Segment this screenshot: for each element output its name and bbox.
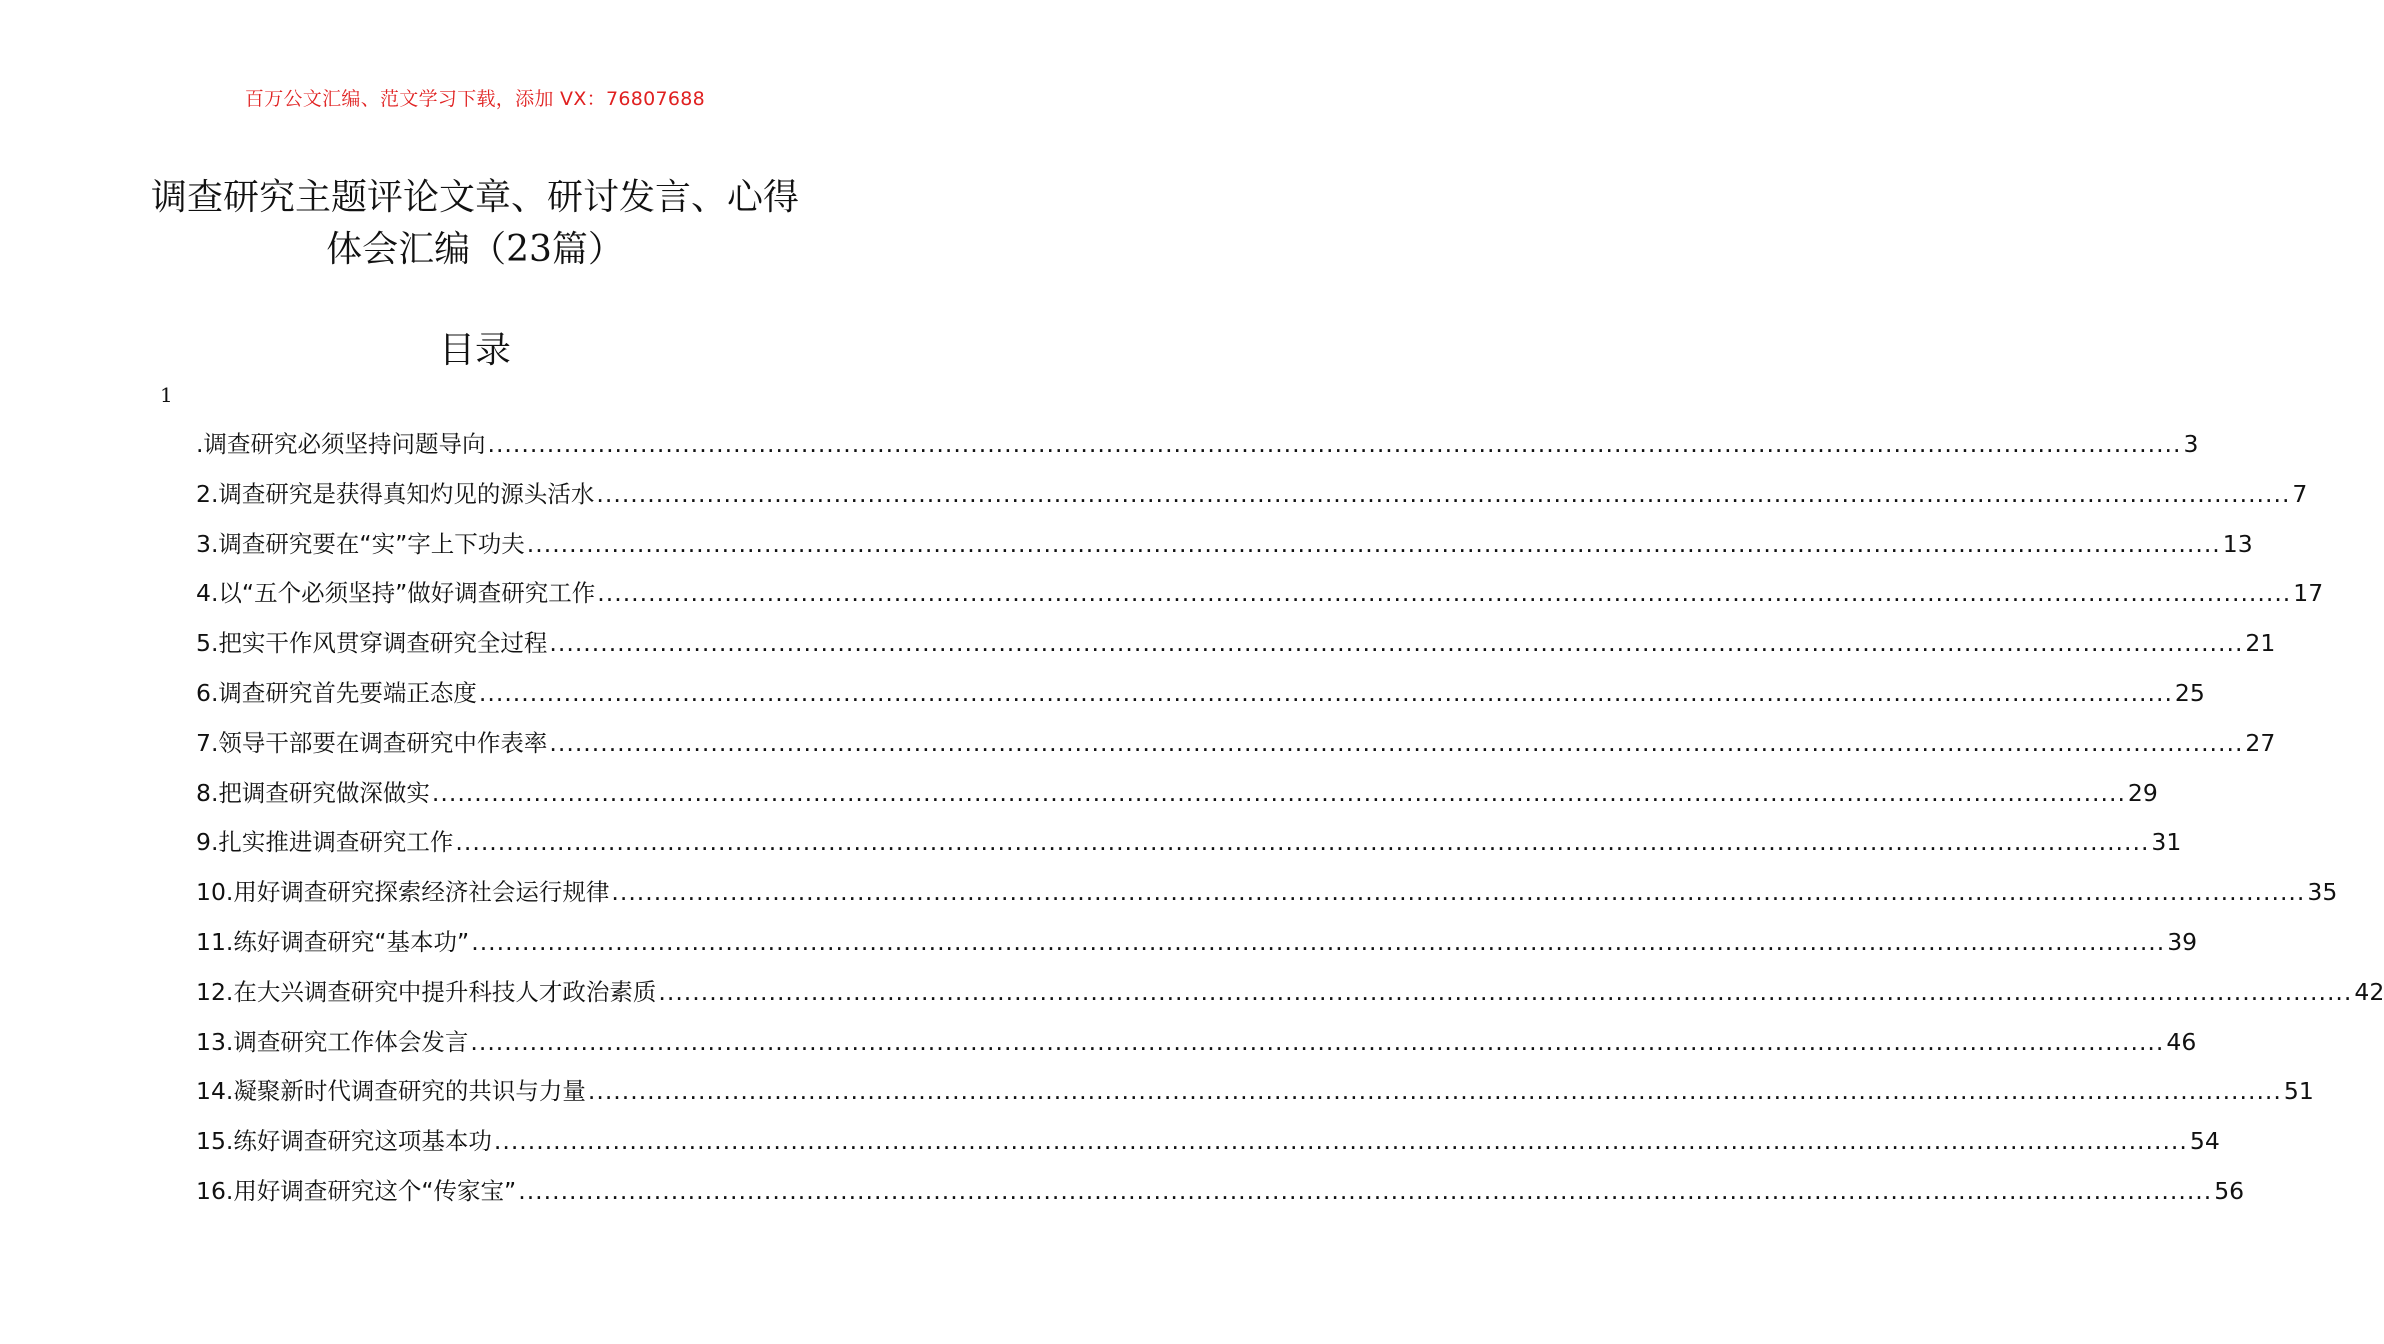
toc-entry-page: 7	[2292, 479, 2308, 508]
document-title-line1: 调查研究主题评论文章、研讨发言、心得	[150, 177, 799, 218]
toc-entry-page: 29	[2127, 778, 2158, 807]
toc-entry-page: 3	[2183, 430, 2199, 458]
toc-entry-leader: ........................................................................................................................................................................................................	[596, 479, 2291, 508]
toc-entry-title: 6.调查研究首先要端正态度	[196, 678, 477, 707]
toc-entry-leader: ........................................................................................................................................................................................................	[549, 728, 2244, 757]
toc-entry-leader: ........................................................................................................................................................................................................	[493, 1127, 2188, 1156]
toc-entry-page: 35	[2307, 878, 2338, 907]
toc-entry[interactable]	[196, 1067, 2314, 1117]
toc-entry-title: 11.练好调查研究“基本功”	[196, 927, 470, 956]
toc-entry-title: 10.用好调查研究探索经济社会运行规律	[196, 878, 610, 907]
toc-entry[interactable]	[196, 619, 2276, 669]
toc-entry-leader: ........................................................................................................................................................................................................	[587, 1077, 2282, 1106]
toc-entry[interactable]	[196, 818, 2182, 868]
toc-entry-leader: ........................................................................................................................................................................................................	[597, 579, 2292, 608]
toc-entry-title: 4.以“五个必须坚持”做好调查研究工作	[196, 579, 596, 608]
toc-entry-leader: ........................................................................................................................................................................................................	[549, 629, 2244, 658]
toc-entry[interactable]	[196, 968, 2384, 1018]
toc-entry-page: 54	[2189, 1127, 2220, 1156]
document-title-count: 23	[506, 229, 552, 270]
header-note: 百万公文汇编、范文学习下载，添加 VX：76807688	[244, 88, 706, 110]
toc-entry[interactable]	[196, 470, 2308, 520]
toc-entry-title: 5.把实干作风贯穿调查研究全过程	[196, 629, 548, 658]
toc-entry[interactable]	[196, 1018, 2197, 1068]
toc-entry[interactable]	[196, 669, 2205, 719]
toc-entry[interactable]	[196, 918, 2198, 968]
toc-entry-page: 46	[2166, 1027, 2197, 1056]
toc-entry-title: 3.调查研究要在“实”字上下功夫	[196, 529, 525, 558]
toc-entry[interactable]	[196, 1117, 2220, 1167]
toc-prefix-number: 1	[160, 383, 173, 407]
toc-entry[interactable]	[196, 769, 2158, 819]
toc-entry-page: 13	[2222, 529, 2253, 558]
toc-entry-title: 7.领导干部要在调查研究中作表率	[196, 728, 548, 757]
toc-entry-leader: ........................................................................................................................................................................................................	[455, 828, 2150, 857]
toc-heading: 目录	[438, 330, 511, 371]
toc-entry-page: 56	[2214, 1176, 2245, 1205]
toc-entry-leader: ........................................................................................................................................................................................................	[611, 878, 2306, 907]
toc-entry-leader: ........................................................................................................................................................................................................	[518, 1176, 2213, 1205]
toc-entry[interactable]	[196, 520, 2253, 570]
toc-entry[interactable]	[196, 868, 2338, 918]
table-of-contents	[196, 420, 2384, 1217]
toc-entry-page: 25	[2174, 678, 2205, 707]
toc-entry-title: 9.扎实推进调查研究工作	[196, 828, 454, 857]
toc-entry-title: 12.在大兴调查研究中提升科技人才政治素质	[196, 977, 657, 1006]
toc-entry[interactable]	[196, 719, 2276, 769]
toc-entry-leader: ........................................................................................................................................................................................................	[658, 977, 2353, 1006]
toc-entry-title: .调查研究必须坚持问题导向	[196, 430, 486, 458]
document-title-line2-prefix: 体会汇编（	[326, 229, 507, 270]
document-title	[120, 172, 830, 276]
toc-entry-title: 8.把调查研究做深做实	[196, 778, 430, 807]
toc-entry-title: 14.凝聚新时代调查研究的共识与力量	[196, 1077, 586, 1106]
toc-entry[interactable]	[196, 420, 2199, 470]
document-title-line2-suffix: 篇）	[551, 229, 624, 270]
toc-entry-page: 21	[2245, 629, 2276, 658]
toc-entry-leader: ........................................................................................................................................................................................................	[526, 529, 2221, 558]
toc-entry-page: 17	[2293, 579, 2324, 608]
toc-entry-leader: ........................................................................................................................................................................................................	[487, 430, 2182, 458]
document-title-line2	[120, 224, 830, 276]
toc-entry-title: 16.用好调查研究这个“传家宝”	[196, 1176, 517, 1205]
toc-entry-leader: ........................................................................................................................................................................................................	[471, 927, 2166, 956]
toc-entry-page: 42	[2354, 977, 2384, 1006]
toc-entry-page: 31	[2151, 828, 2182, 857]
toc-entry-leader: ........................................................................................................................................................................................................	[431, 778, 2126, 807]
toc-entry-leader: ........................................................................................................................................................................................................	[470, 1027, 2165, 1056]
toc-entry-title: 2.调查研究是获得真知灼见的源头活水	[196, 479, 595, 508]
toc-entry-page: 51	[2283, 1077, 2314, 1106]
toc-entry-title: 13.调查研究工作体会发言	[196, 1027, 469, 1056]
toc-entry-page: 27	[2245, 728, 2276, 757]
toc-entry[interactable]	[196, 569, 2324, 619]
toc-entry[interactable]	[196, 1167, 2245, 1217]
toc-entry-page: 39	[2167, 927, 2198, 956]
toc-entry-leader: ........................................................................................................................................................................................................	[478, 678, 2173, 707]
toc-entry-title: 15.练好调查研究这项基本功	[196, 1127, 492, 1156]
